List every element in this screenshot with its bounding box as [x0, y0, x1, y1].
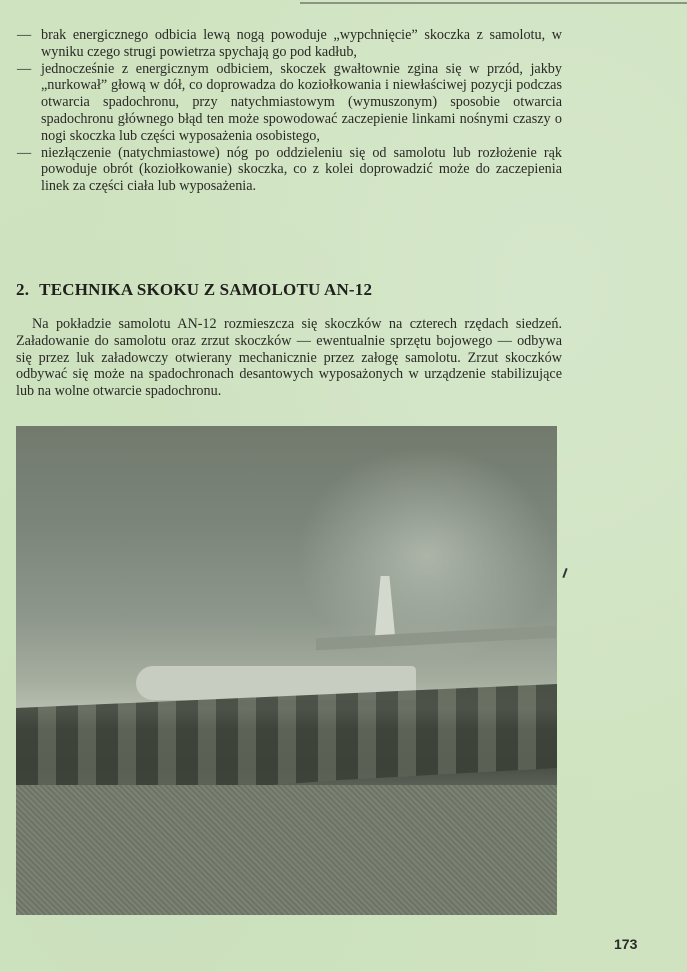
page-number: 173	[614, 936, 638, 952]
top-rule	[300, 2, 687, 4]
bullet-list	[17, 27, 562, 195]
dash-marker: —	[17, 60, 32, 77]
bullet-item	[17, 61, 562, 145]
section-heading	[16, 280, 576, 300]
section-title: TECHNIKA SKOKU Z SAMOLOTU AN-12	[39, 280, 373, 299]
bullet-item	[17, 145, 562, 195]
section-paragraph: Na pokładzie samolotu AN-12 rozmieszcza się skoczków na czterech rzędach siedzeń. Załadowanie do samolotu oraz zrzut skoczków — ewentualnie sprzętu bojowego — odbywa się przez luk załadowczy otwierany mechanicznie przez załogę samolotu. Zrzut skoczków odbywać się może na spadochronach desantowych wyposażonych w urządzenie stabilizujące lub na wolne otwarcie spadochronu.	[16, 316, 562, 400]
bullet-text: niezłączenie (natychmiastowe) nóg po oddzieleniu się od samolotu lub rozłożenie rąk powoduje obrót (koziołkowanie) skoczka, co z kolei doprowadzić może do zaczepienia linek za części ciała lub wyposażenia.	[41, 144, 562, 195]
photo-paratroopers-an12	[16, 426, 557, 915]
dash-marker: —	[17, 27, 32, 43]
photo-grass	[16, 785, 557, 915]
stray-mark	[562, 568, 567, 578]
section-number: 2.	[16, 280, 30, 299]
bullet-item	[17, 27, 562, 61]
bullet-text: jednocześnie z energicznym odbiciem, skoczek gwałtownie zgina się w przód, jakby „nurkował” głową w dół, co doprowadza do koziołkowania i niewłaściwej pozycji podczas otwarcia spadochronu, przy natychmiastowym (wymuszonym) sposobie otwarcia spadochronu głównego błąd ten może spowodować zaczepienie linkami nośnymi czaszy o nogi skoczka lub części wyposażenia osobistego,	[41, 60, 562, 144]
bullet-text: brak energicznego odbicia lewą nogą powoduje „wypchnięcie” skoczka z samolotu, w wyniku czego strugi powietrza spychają go pod kadłub,	[41, 27, 562, 60]
dash-marker: —	[17, 144, 32, 161]
